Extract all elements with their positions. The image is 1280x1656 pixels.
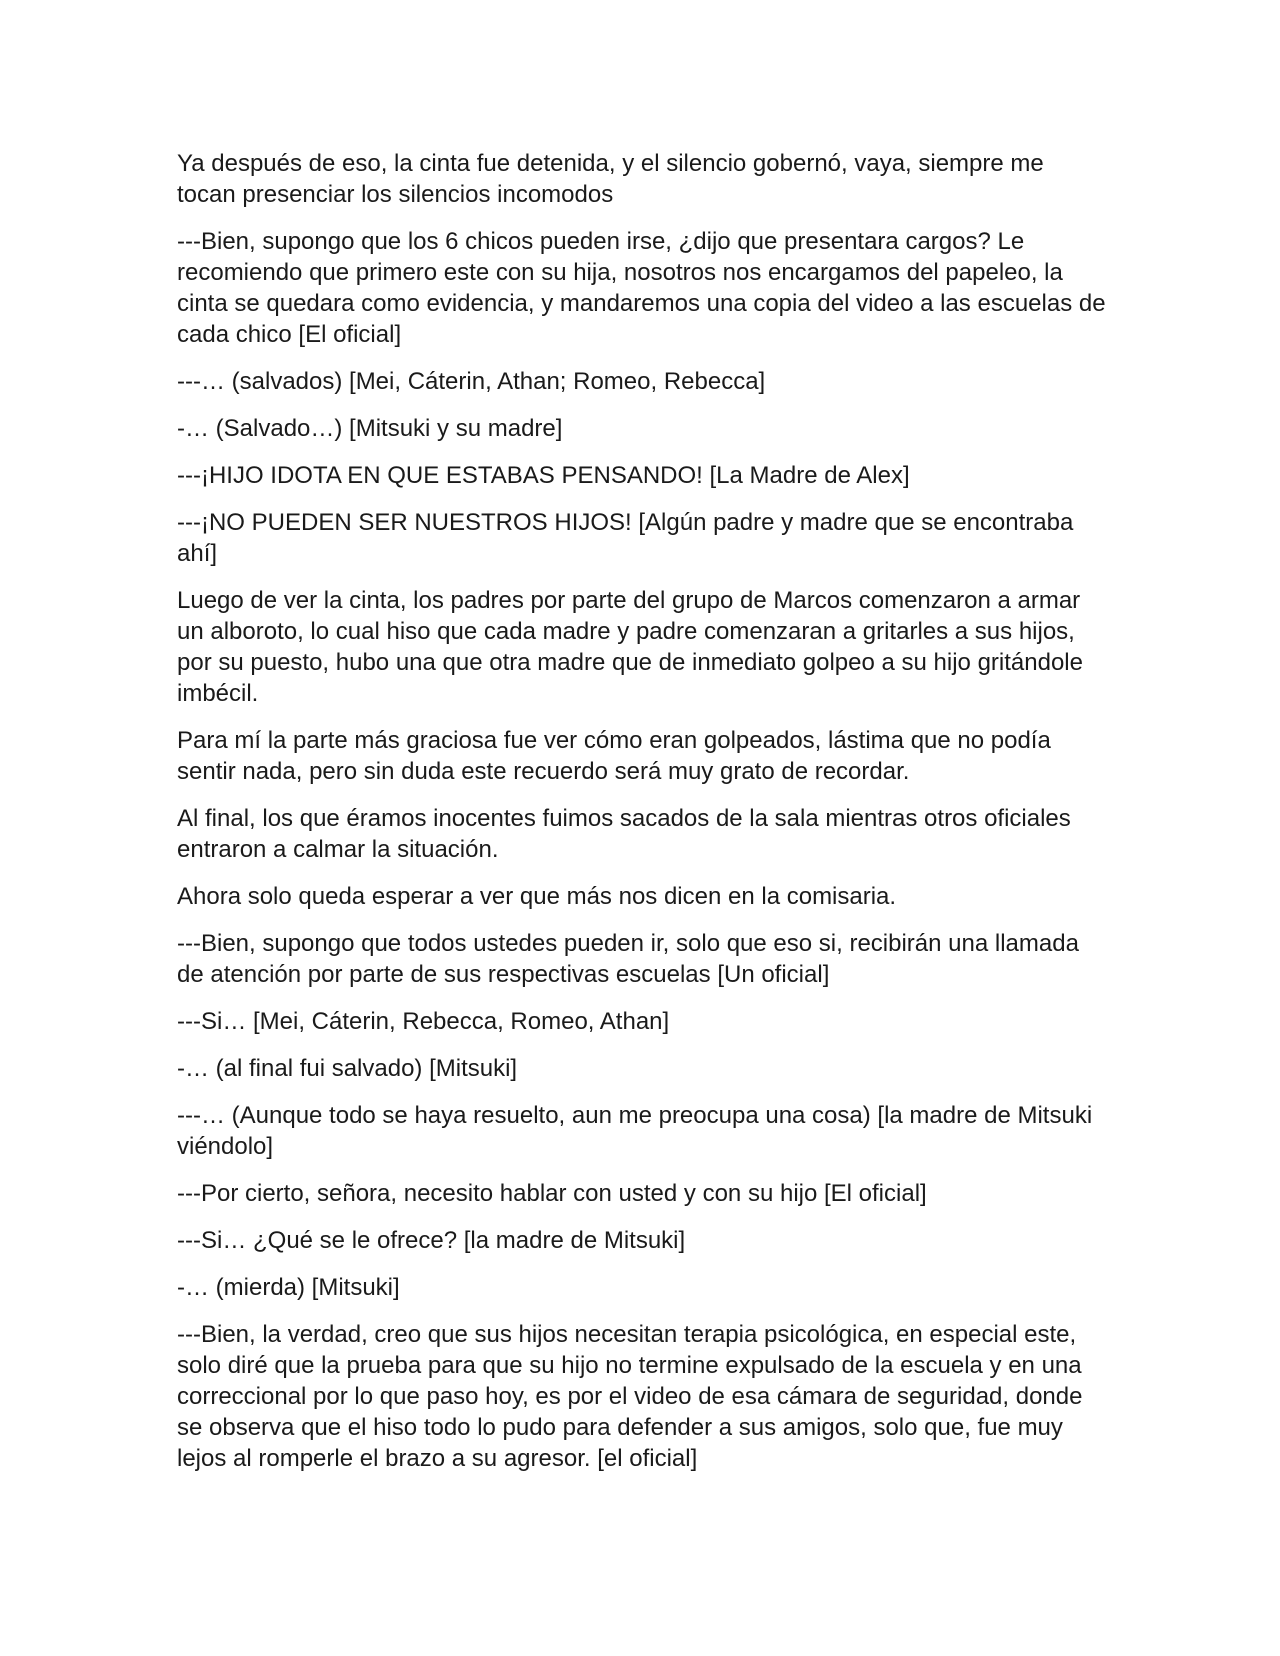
paragraph: Ya después de eso, la cinta fue detenida, y el silencio gobernó, vaya, siempre me tocan presenciar los silencios incomodos bbox=[177, 150, 1044, 208]
paragraph: ---Si… ¿Qué se le ofrece? [la madre de Mitsuki] bbox=[177, 1227, 686, 1254]
paragraph: ---Bien, la verdad, creo que sus hijos necesitan terapia psicológica, en especial este, solo diré que la prueba para que su hijo no termine expulsado de la escuela y en una correccional por lo que paso hoy, es por el video de esa cámara de seguridad, donde se observa que el hiso todo lo pudo para defender a sus amigos, solo que, fue muy lejos al romperle el brazo a su agresor. [el oficial] bbox=[177, 1321, 1083, 1472]
document-body bbox=[177, 148, 1107, 1490]
paragraph: ---Bien, supongo que todos ustedes pueden ir, solo que eso si, recibirán una llamada de atención por parte de sus respectivas escuelas [Un oficial] bbox=[177, 930, 1079, 988]
paragraph: Ahora solo queda esperar a ver que más nos dicen en la comisaria. bbox=[177, 883, 897, 910]
paragraph: ---Bien, supongo que los 6 chicos pueden irse, ¿dijo que presentara cargos? Le recomiendo que primero este con su hija, nosotros nos encargamos del papeleo, la cinta se quedara como evidencia, y mandaremos una copia del video a las escuelas de cada chico [El oficial] bbox=[177, 228, 1106, 348]
paragraph: -… (mierda) [Mitsuki] bbox=[177, 1274, 400, 1301]
paragraph: ---Si… [Mei, Cáterin, Rebecca, Romeo, Athan] bbox=[177, 1008, 670, 1035]
paragraph: ---¡HIJO IDOTA EN QUE ESTABAS PENSANDO! [La Madre de Alex] bbox=[177, 462, 910, 489]
paragraph: ---… (Aunque todo se haya resuelto, aun me preocupa una cosa) [la madre de Mitsuki viéndolo] bbox=[177, 1102, 1093, 1160]
paragraph: Al final, los que éramos inocentes fuimos sacados de la sala mientras otros oficiales entraron a calmar la situación. bbox=[177, 805, 1071, 863]
paragraph: Para mí la parte más graciosa fue ver cómo eran golpeados, lástima que no podía sentir nada, pero sin duda este recuerdo será muy grato de recordar. bbox=[177, 727, 1051, 785]
paragraph: -… (Salvado…) [Mitsuki y su madre] bbox=[177, 415, 563, 442]
paragraph: ---¡NO PUEDEN SER NUESTROS HIJOS! [Algún padre y madre que se encontraba ahí] bbox=[177, 509, 1074, 567]
paragraph: -… (al final fui salvado) [Mitsuki] bbox=[177, 1055, 518, 1082]
paragraph: Luego de ver la cinta, los padres por parte del grupo de Marcos comenzaron a armar un alboroto, lo cual hiso que cada madre y padre comenzaran a gritarles a sus hijos, por su puesto, hubo una que otra madre que de inmediato golpeo a su hijo gritándole imbécil. bbox=[177, 587, 1083, 707]
paragraph: ---… (salvados) [Mei, Cáterin, Athan; Romeo, Rebecca] bbox=[177, 368, 766, 395]
paragraph: ---Por cierto, señora, necesito hablar con usted y con su hijo [El oficial] bbox=[177, 1180, 927, 1207]
